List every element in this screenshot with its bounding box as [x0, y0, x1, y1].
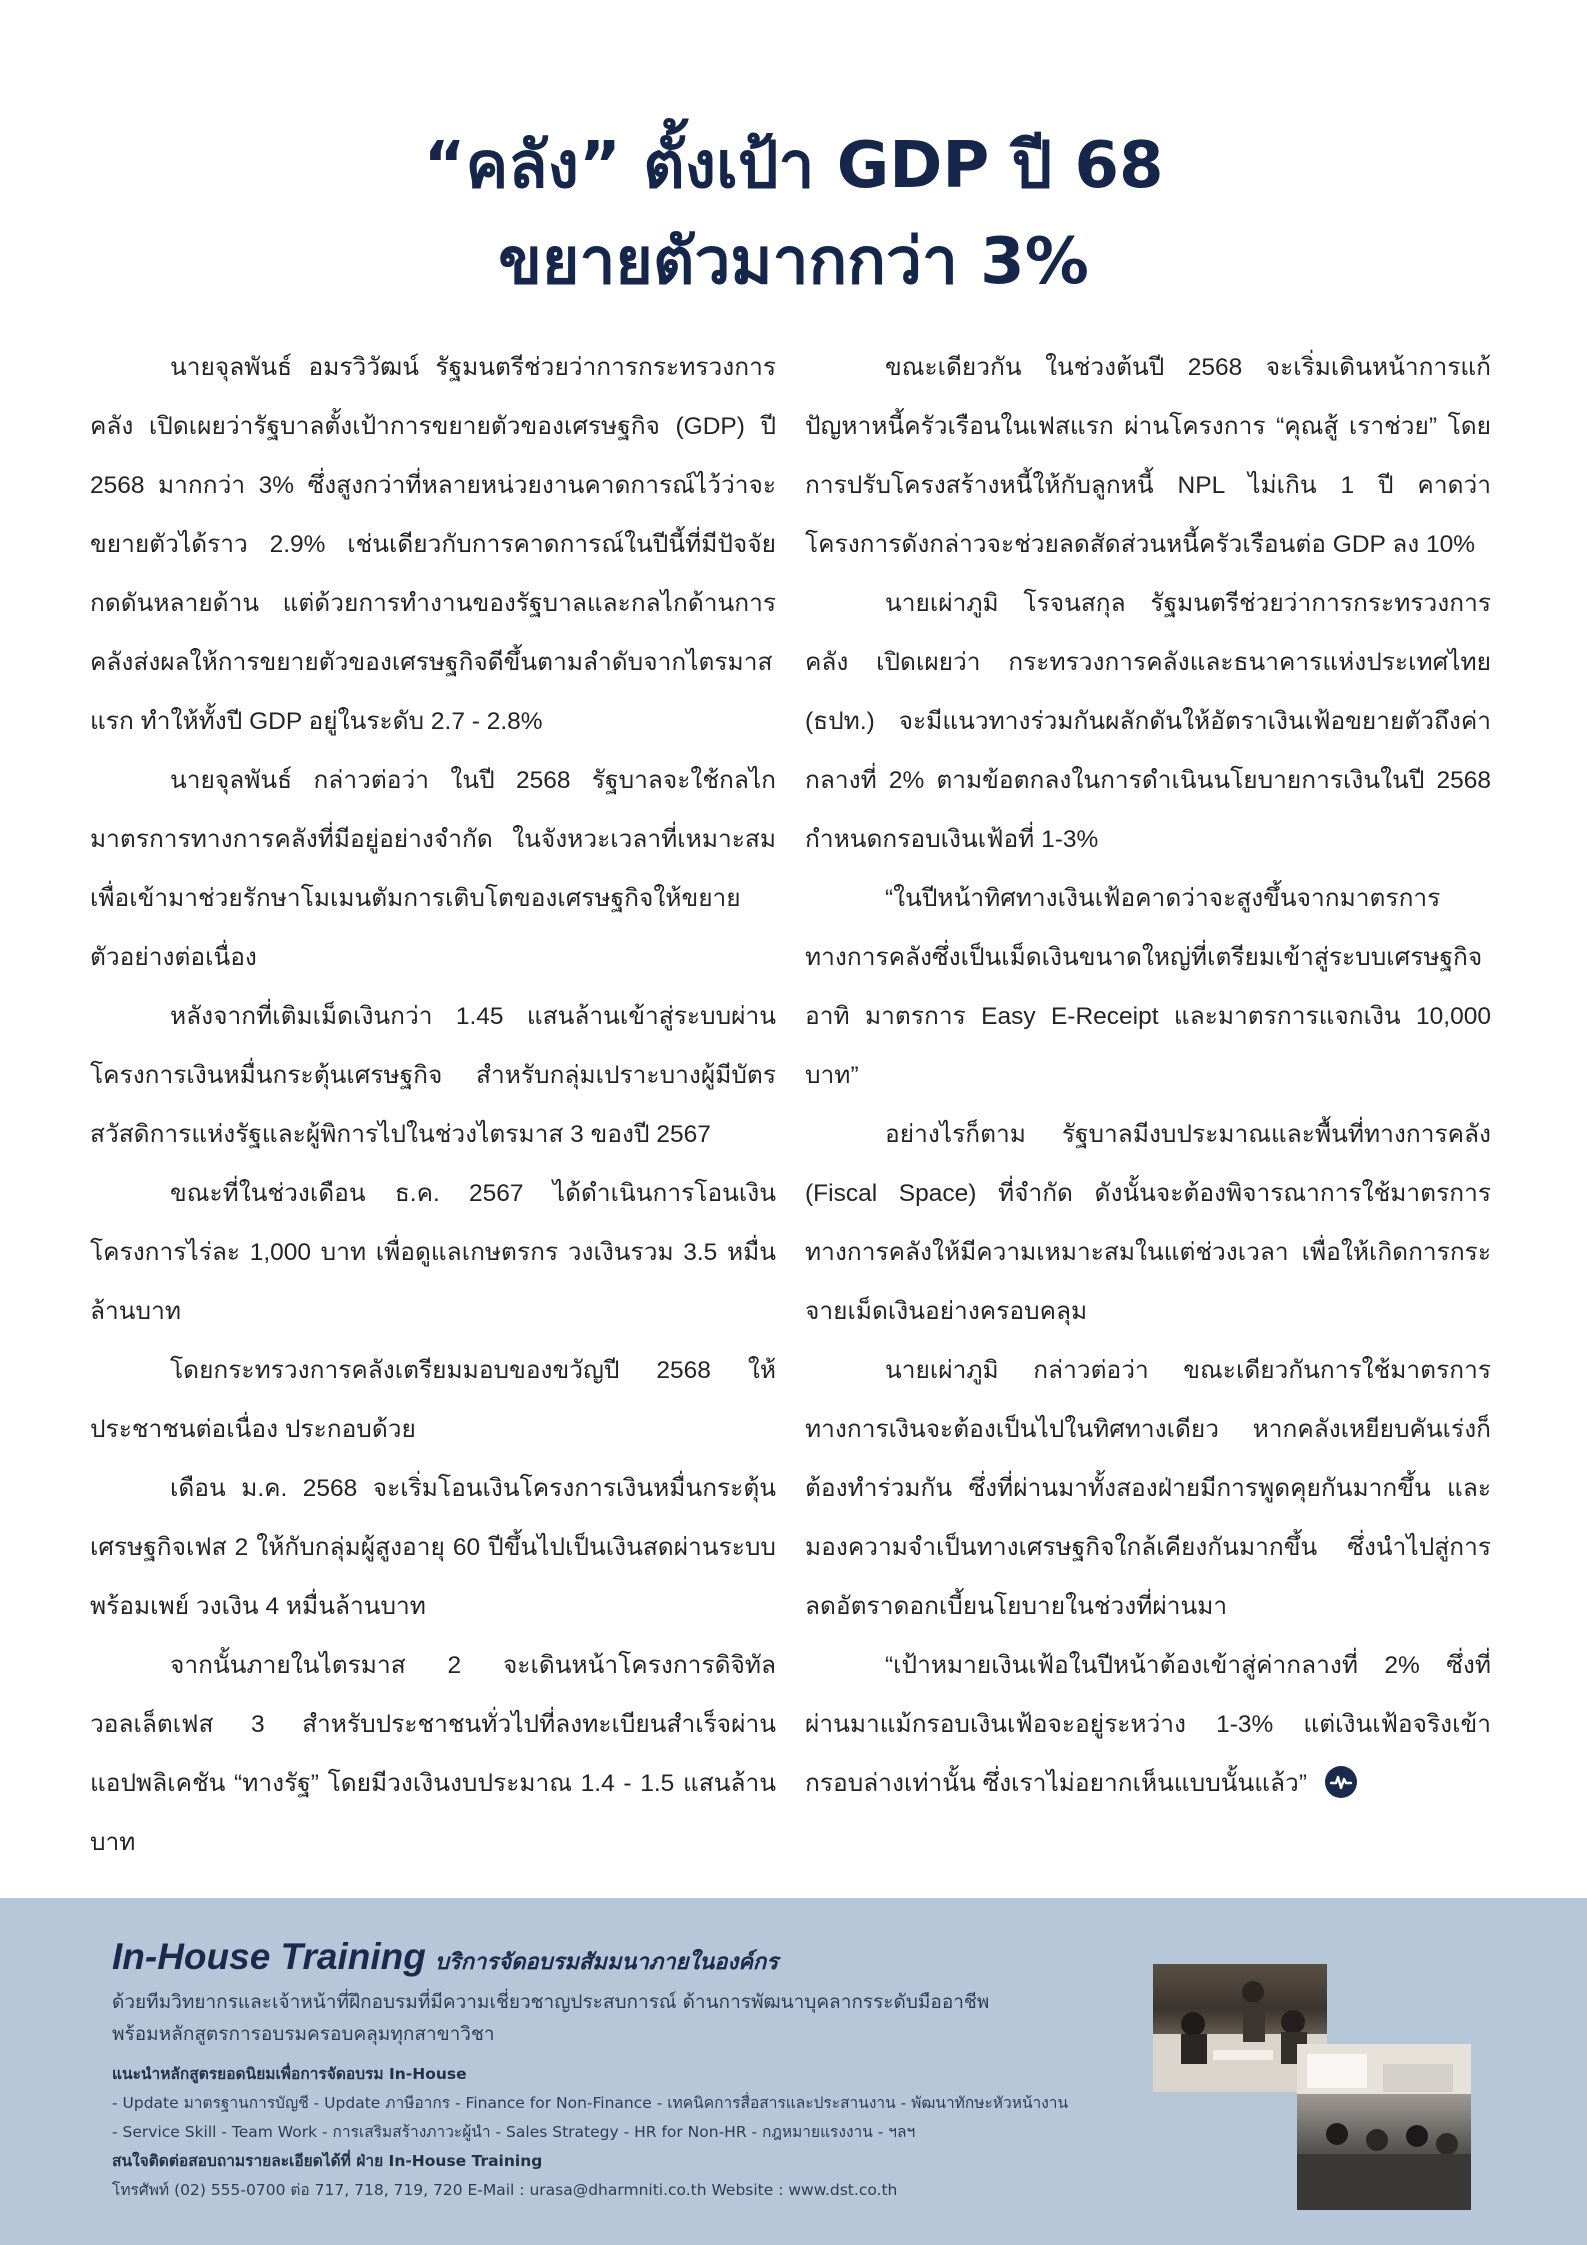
final-quote [805, 1636, 1491, 1813]
ad-desc-line: ด้วยทีมวิทยากรและเจ้าหน้าที่ฝึกอบรมที่มีความเชี่ยวชาญประสบการณ์ ด้านการพัฒนาบุคลากรระดับมืออาชีพ [112, 1991, 990, 2013]
courses-line: - Service Skill - Team Work - การเสริมสร้างภาวะผู้นำ - Sales Strategy - HR for Non-HR - กฎหมายแรงงาน - ฯลฯ [112, 2123, 916, 2141]
paragraph: นายจุลพันธ์ อมรวิวัฒน์ รัฐมนตรีช่วยว่าการกระทรวงการคลัง เปิดเผยว่ารัฐบาลตั้งเป้าการขยายตัวของเศรษฐกิจ (GDP) ปี 2568 มากกว่า 3% ซึ่งสูงกว่าที่หลายหน่วยงานคาดการณ์ไว้ว่าจะขยายตัวได้ราว 2.9% เช่นเดียวกับการคาดการณ์ในปีนี้ที่มีปัจจัยกดดันหลายด้าน แต่ด้วยการทำงานของรัฐบาลและกลไกด้านการคลังส่งผลให้การขยายตัวของเศรษฐกิจดีขึ้นตามลำดับจากไตรมาสแรก ทำให้ทั้งปี GDP อยู่ในระดับ 2.7 - 2.8% [90, 354, 776, 735]
paragraph: นายจุลพันธ์ กล่าวต่อว่า ในปี 2568 รัฐบาลจะใช้กลไกมาตรการทางการคลังที่มีอยู่อย่างจำกัด ในจังหวะเวลาที่เหมาะสมเพื่อเข้ามาช่วยรักษาโมเมนตัมการเติบโตของเศรษฐกิจให้ขยายตัวอย่างต่อเนื่อง [90, 767, 776, 971]
paragraph: นายเผ่าภูมิ โรจนสกุล รัฐมนตรีช่วยว่าการกระทรวงการคลัง เปิดเผยว่า กระทรวงการคลังและธนาคารแห่งประเทศไทย (ธปท.) จะมีแนวทางร่วมกันผลักดันให้อัตราเงินเฟ้อขยายตัวถึงค่ากลางที่ 2% ตามข้อตกลงในการดำเนินนโยบายการเงินในปี 2568 กำหนดกรอบเงินเฟ้อที่ 1-3% [805, 590, 1491, 853]
left-column [90, 338, 776, 1872]
title-line-1: “คลัง” ตั้งเป้า GDP ปี 68 [423, 129, 1164, 203]
paragraph: หลังจากที่เติมเม็ดเงินกว่า 1.45 แสนล้านเข้าสู่ระบบผ่านโครงการเงินหมื่นกระตุ้นเศรษฐกิจ สำหรับกลุ่มเปราะบางผู้มีบัตรสวัสดิการแห่งรัฐและผู้พิการไปในช่วงไตรมาส 3 ของปี 2567 [90, 1003, 776, 1148]
paragraph: จากนั้นภายในไตรมาส 2 จะเดินหน้าโครงการดิจิทัลวอลเล็ตเฟส 3 สำหรับประชาชนทั่วไปที่ลงทะเบียนสำเร็จผ่านแอปพลิเคชัน “ทางรัฐ” โดยมีวงเงินงบประมาณ 1.4 - 1.5 แสนล้านบาท [90, 1652, 776, 1856]
courses-line: - Update มาตรฐานการบัญชี - Update ภาษีอากร - Finance for Non-Finance - เทคนิคการสื่อสารและประสานงาน - พัฒนาทักษะหัวหน้างาน [112, 2094, 1069, 2112]
paragraph: นายเผ่าภูมิ กล่าวต่อว่า ขณะเดียวกันการใช้มาตรการทางการเงินจะต้องเป็นไปในทิศทางเดียว หากคลังเหยียบคันเร่งก็ต้องทำร่วมกัน ซึ่งที่ผ่านมาทั้งสองฝ่ายมีการพูดคุยกันมากขึ้น และมองความจำเป็นทางเศรษฐกิจใกล้เคียงกันมากขึ้น ซึ่งนำไปสู่การลดอัตราดอกเบี้ยนโยบายในช่วงที่ผ่านมา [805, 1357, 1491, 1620]
paragraph: “ในปีหน้าทิศทางเงินเฟ้อคาดว่าจะสูงขึ้นจากมาตรการทางการคลังซึ่งเป็นเม็ดเงินขนาดใหญ่ที่เตรียมเข้าสู่ระบบเศรษฐกิจ อาทิ มาตรการ Easy E-Receipt และมาตรการแจกเงิน 10,000 บาท” [805, 885, 1491, 1089]
paragraph: โดยกระทรวงการคลังเตรียมมอบของขวัญปี 2568 ให้ประชาชนต่อเนื่อง ประกอบด้วย [90, 1357, 776, 1443]
right-column [805, 338, 1491, 1813]
article-title [0, 118, 1587, 310]
contact-heading: สนใจติดต่อสอบถามรายละเอียดได้ที่ ฝ่าย In-House Training [112, 2152, 543, 2170]
paragraph: อย่างไรก็ตาม รัฐบาลมีงบประมาณและพื้นที่ทางการคลัง (Fiscal Space) ที่จำกัด ดังนั้นจะต้องพิจารณาการใช้มาตรการทางการคลังให้มีความเหมาะสมในแต่ช่วงเวลา เพื่อให้เกิดการกระจายเม็ดเงินอย่างครอบคลุม [805, 1121, 1491, 1325]
recommend-heading: แนะนำหลักสูตรยอดนิยมเพื่อการจัดอบรม In-House [112, 2065, 467, 2083]
ad-subtitle: บริการจัดอบรมสัมมนาภายในองค์กร [434, 1950, 779, 1975]
contact-line: โทรศัพท์ (02) 555-0700 ต่อ 717, 718, 719, 720 E-Mail : urasa@dharmniti.co.th Website : www.dst.co.th [112, 2181, 898, 2199]
title-line-2: ขยายตัวมากกว่า 3% [498, 225, 1089, 299]
paragraph: ขณะเดียวกัน ในช่วงต้นปี 2568 จะเริ่มเดินหน้าการแก้ปัญหาหนี้ครัวเรือนในเฟสแรก ผ่านโครงการ “คุณสู้ เราช่วย” โดยการปรับโครงสร้างหนี้ให้กับลูกหนี้ NPL ไม่เกิน 1 ปี คาดว่าโครงการดังกล่าวจะช่วยลดสัดส่วนหนี้ครัวเรือนต่อ GDP ลง 10% [805, 354, 1491, 558]
paragraph: เดือน ม.ค. 2568 จะเริ่มโอนเงินโครงการเงินหมื่นกระตุ้นเศรษฐกิจเฟส 2 ให้กับกลุ่มผู้สูงอายุ 60 ปีขึ้นไปเป็นเงินสดผ่านระบบพร้อมเพย์ วงเงิน 4 หมื่นล้านบาท [90, 1475, 776, 1620]
final-quote-text: “เป้าหมายเงินเฟ้อในปีหน้าต้องเข้าสู่ค่ากลางที่ 2% ซึ่งที่ผ่านมาแม้กรอบเงินเฟ้อจะอยู่ระหว่าง 1-3% แต่เงินเฟ้อจริงเข้ากรอบล่างเท่านั้น ซึ่งเราไม่อยากเห็นแบบนั้นแล้ว” [805, 1652, 1491, 1797]
ad-desc-line: พร้อมหลักสูตรการอบรมครอบคลุมทุกสาขาวิชา [112, 2023, 495, 2045]
ad-details [112, 2060, 1162, 2205]
end-mark-icon [1325, 1766, 1357, 1798]
ad-header [112, 1936, 778, 1979]
ad-description [112, 1986, 1132, 2050]
in-house-training-ad [0, 1898, 1587, 2245]
paragraph: ขณะที่ในช่วงเดือน ธ.ค. 2567 ได้ดำเนินการโอนเงินโครงการไร่ละ 1,000 บาท เพื่อดูแลเกษตรกร วงเงินรวม 3.5 หมื่นล้านบาท [90, 1180, 776, 1325]
training-photo-seminar [1297, 2044, 1471, 2210]
ad-brand: In-House Training [112, 1936, 426, 1977]
